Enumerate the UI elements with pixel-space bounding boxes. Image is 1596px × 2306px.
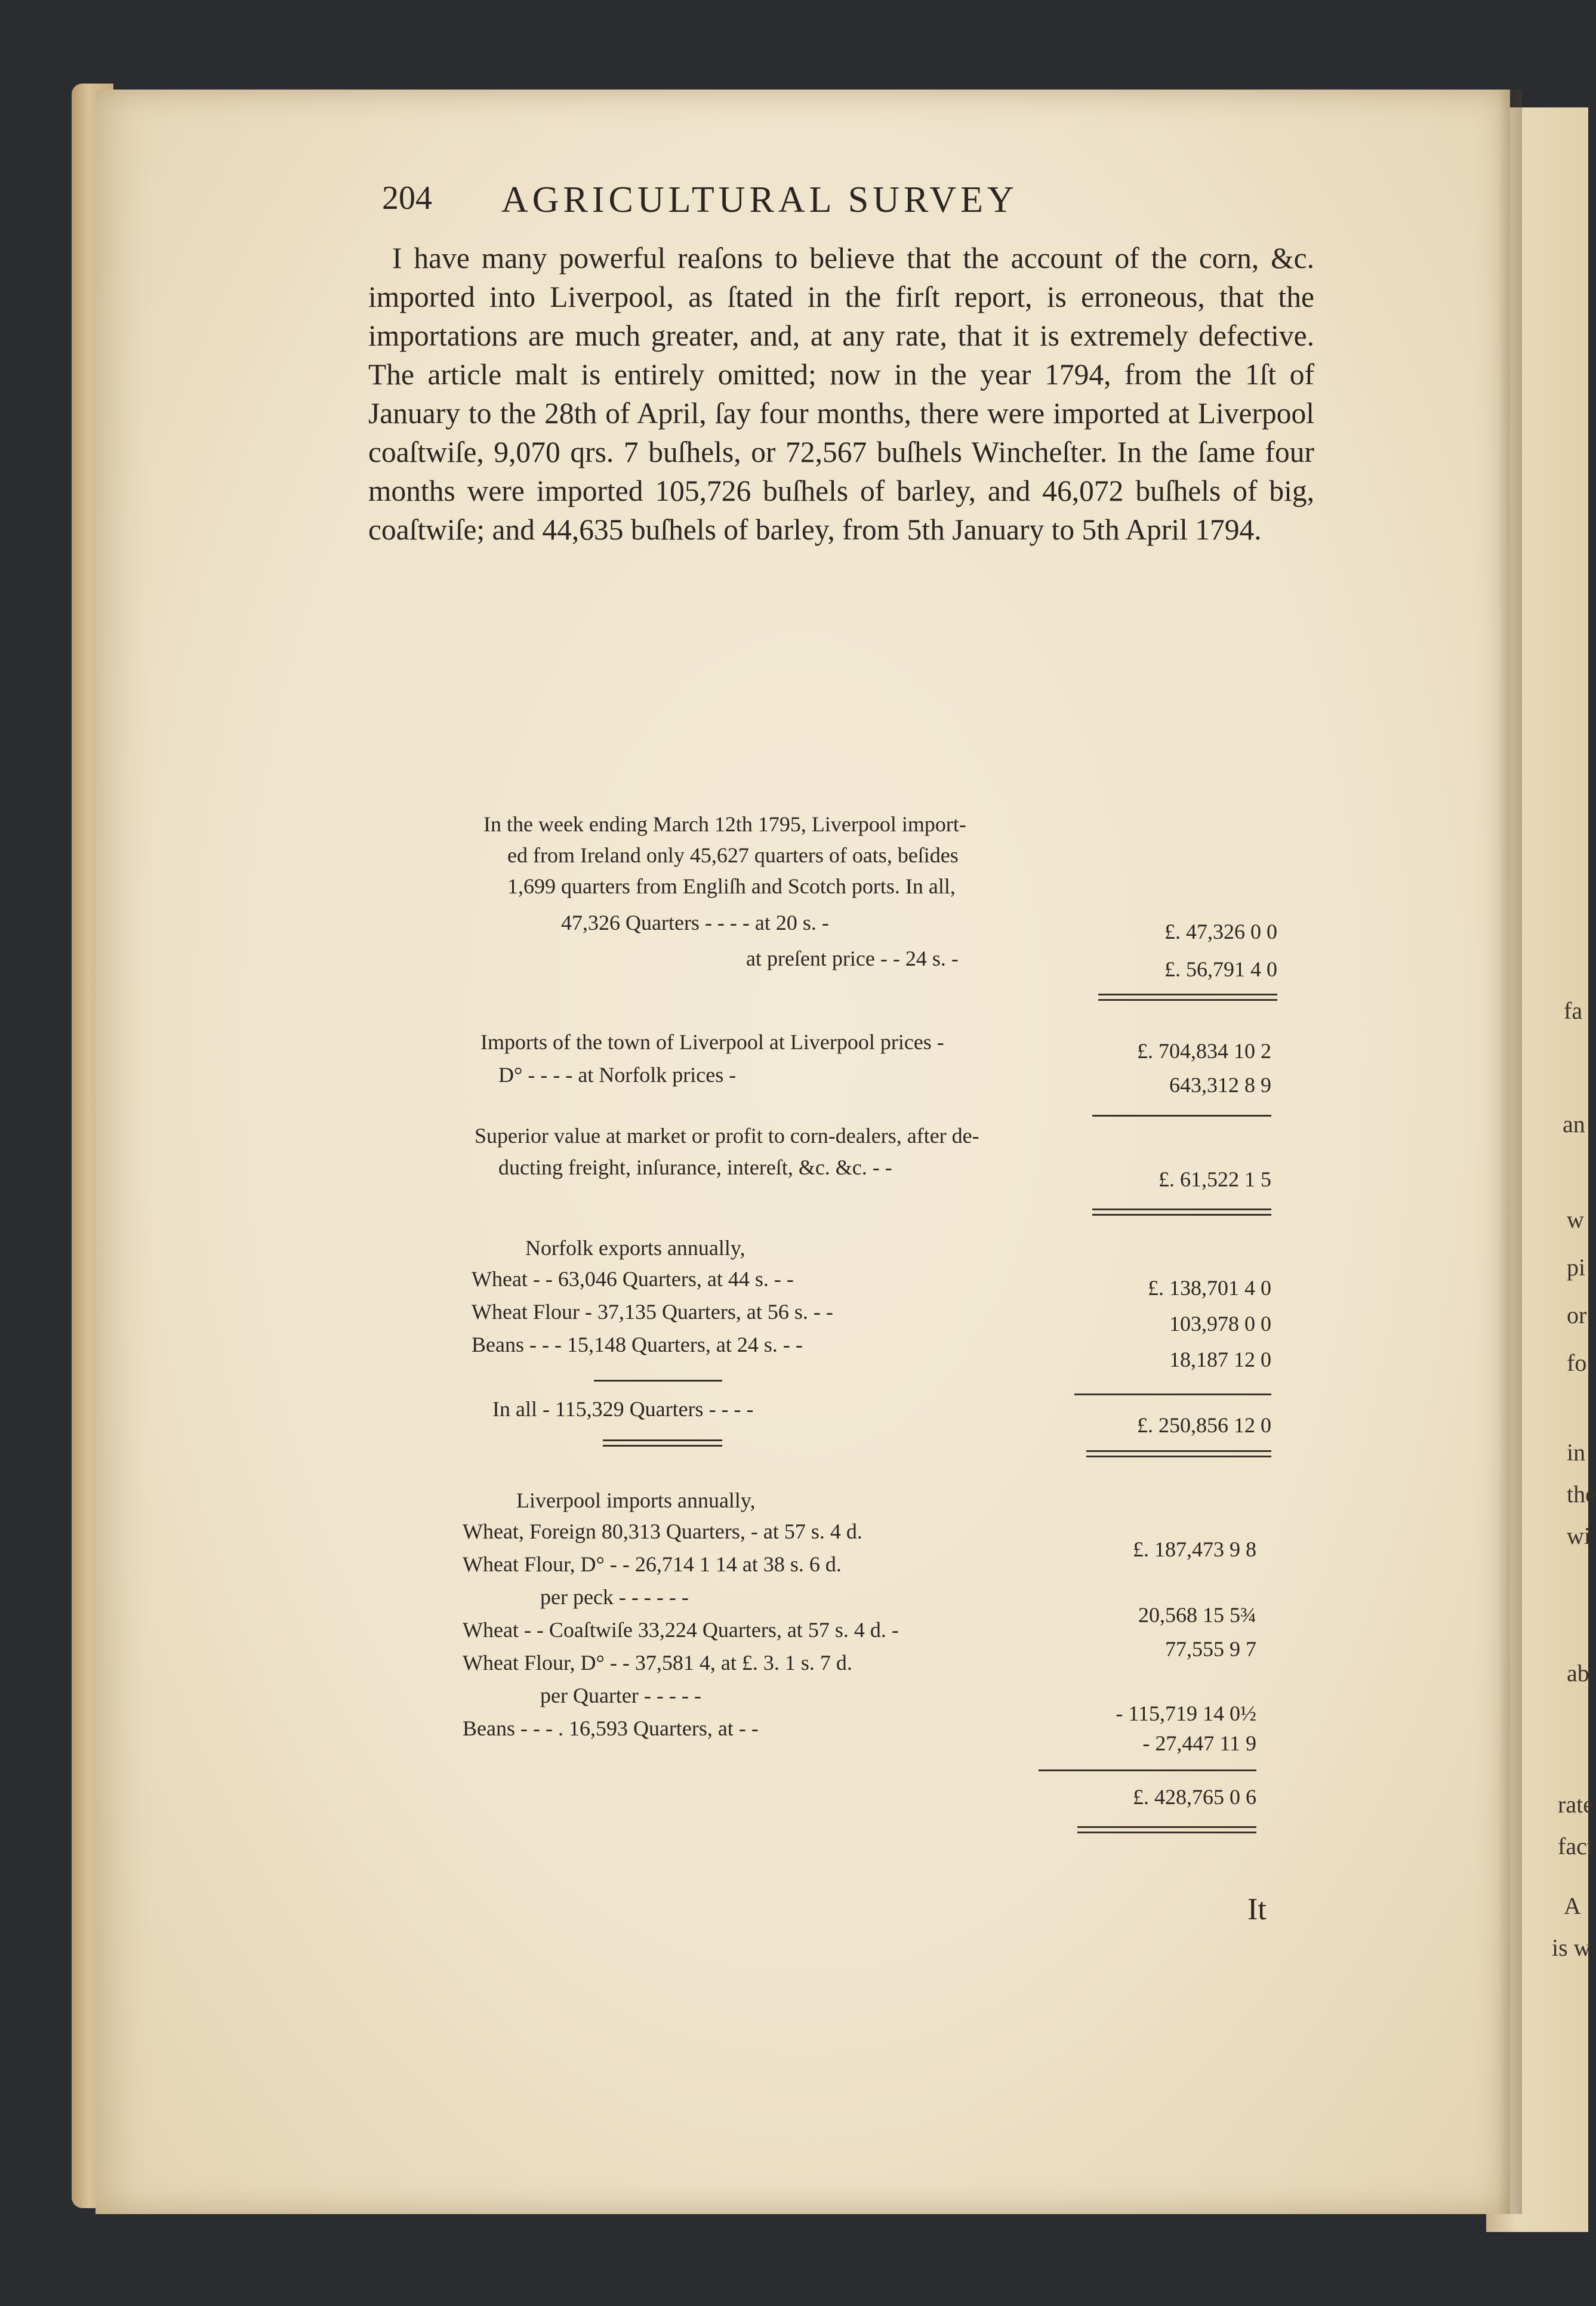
superior-line-amount: £. 61,522 1 5 <box>1159 1167 1271 1191</box>
catchword: It <box>1247 1892 1267 1926</box>
norfolk-total-amount: £. 250,856 12 0 <box>1137 1413 1271 1437</box>
running-head <box>382 179 1218 227</box>
week-intro-line: ed from Ireland only 45,627 quarters of oats, beſides <box>507 843 959 867</box>
liverpool-row-amount: 20,568 15 5¾ <box>1138 1603 1256 1627</box>
liverpool-row-label: per peck - - - - - - <box>540 1585 689 1609</box>
facing-fragment: ab <box>1567 1660 1589 1687</box>
facing-fragment: the <box>1567 1481 1596 1507</box>
week-line-amount: £. 47,326 0 0 <box>1164 920 1277 944</box>
facing-fragment: or <box>1567 1302 1587 1328</box>
week-line-label: 47,326 Quarters - - - - at 20 s. - <box>561 911 829 935</box>
imports-line-label: D° - - - - at Norfolk prices - <box>498 1063 737 1087</box>
liverpool-total-amount: £. 428,765 0 6 <box>1133 1785 1256 1809</box>
page-gutter <box>1498 90 1522 2214</box>
norfolk-row-amount: £. 138,701 4 0 <box>1148 1276 1271 1300</box>
facing-fragment: rate <box>1558 1791 1594 1818</box>
liverpool-row-amount: - 27,447 11 9 <box>1142 1731 1256 1755</box>
sum-rule <box>1039 1769 1256 1771</box>
facing-fragment: fa <box>1564 997 1583 1024</box>
imports-line-label: Imports of the town of Liverpool at Liverpool prices - <box>480 1030 944 1054</box>
body-paragraph <box>368 239 1314 549</box>
norfolk-row-label: Wheat Flour - 37,135 Quarters, at 56 s. - - <box>472 1300 833 1324</box>
norfolk-heading: Norfolk exports annually, <box>525 1236 745 1260</box>
facing-fragment: an <box>1563 1111 1585 1137</box>
liverpool-row-label: Wheat Flour, D° - - 37,581 4, at £. 3. 1 s. 7 d. <box>463 1651 852 1675</box>
week-intro-line: 1,699 quarters from Engliſh and Scotch ports. In all, <box>507 874 956 898</box>
facing-fragment: in <box>1567 1439 1586 1466</box>
liverpool-row-label: Beans - - - . 16,593 Quarters, at - - <box>463 1716 759 1740</box>
sum-rule <box>1092 1115 1271 1117</box>
liverpool-heading: Liverpool imports annually, <box>516 1488 756 1512</box>
week-intro-line: In the week ending March 12th 1795, Liverpool import- <box>483 812 966 836</box>
superior-line-label: ducting freight, inſurance, intereſt, &c. &c. - - <box>498 1155 892 1179</box>
superior-line: Superior value at market or profit to corn-dealers, after de- <box>475 1124 979 1148</box>
norfolk-row-amount: 18,187 12 0 <box>1169 1348 1271 1371</box>
norfolk-row-label: Beans - - - 15,148 Quarters, at 24 s. - - <box>472 1333 803 1357</box>
week-line-label: at preſent price - - 24 s. - <box>746 947 959 970</box>
facing-fragment: pi <box>1567 1254 1586 1281</box>
double-rule <box>1086 1450 1271 1457</box>
sum-rule <box>1074 1394 1271 1395</box>
liverpool-row-amount: - 115,719 14 0½ <box>1116 1701 1256 1725</box>
facing-fragment: fo <box>1567 1349 1587 1376</box>
double-rule <box>603 1439 722 1447</box>
liverpool-row-label: per Quarter - - - - - <box>540 1684 701 1707</box>
liverpool-row-label: Wheat Flour, D° - - 26,714 1 14 at 38 s. 6 d. <box>463 1552 842 1576</box>
facing-fragment: A <box>1564 1892 1581 1919</box>
norfolk-total-label: In all - 115,329 Quarters - - - - <box>492 1397 754 1421</box>
facing-fragment: w <box>1567 1206 1584 1233</box>
sum-rule <box>594 1380 722 1382</box>
liverpool-row-amount: 77,555 9 7 <box>1165 1637 1256 1661</box>
facing-fragment: fact <box>1558 1833 1594 1860</box>
liverpool-row-label: Wheat - - Coaſtwiſe 33,224 Quarters, at 57 s. 4 d. - <box>463 1618 899 1642</box>
double-rule <box>1098 994 1277 1001</box>
paragraph-text: I have many powerful reaſons to believe that the account of the corn, &c. imported into Liverpool, as ſtated in the firſt report, is erroneous, that the importations are much greater, and, at any rate, that it is extremely defective. The article malt is entirely omitted; now in the year 1794, from the 1ſt of January to the 28th of April, ſay four months, there were imported at Liverpool coaſtwiſe, 9,070 qrs. 7 buſhels, or 72,567 buſhels Wincheſter. In the ſame four months were imported 105,726 buſhels of barley, and 46,072 buſhels of big, coaſtwiſe; and 44,635 buſhels of barley, from 5th January to 5th April 1794. <box>368 242 1314 546</box>
liverpool-row-label: Wheat, Foreign 80,313 Quarters, - at 57 s. 4 d. <box>463 1519 862 1543</box>
week-line-amount: £. 56,791 4 0 <box>1164 957 1277 981</box>
double-rule <box>1092 1209 1271 1216</box>
page-title: AGRICULTURAL SURVEY <box>501 180 1018 220</box>
liverpool-row-amount: £. 187,473 9 8 <box>1133 1537 1256 1561</box>
norfolk-row-label: Wheat - - 63,046 Quarters, at 44 s. - - <box>472 1267 794 1291</box>
facing-fragment: wi <box>1567 1522 1591 1549</box>
double-rule <box>1077 1826 1256 1833</box>
page-number: 204 <box>382 180 432 217</box>
imports-line-amount: £. 704,834 10 2 <box>1137 1039 1271 1063</box>
facing-fragment: is w <box>1552 1934 1591 1961</box>
norfolk-row-amount: 103,978 0 0 <box>1169 1312 1271 1336</box>
imports-line-amount: 643,312 8 9 <box>1169 1073 1271 1097</box>
